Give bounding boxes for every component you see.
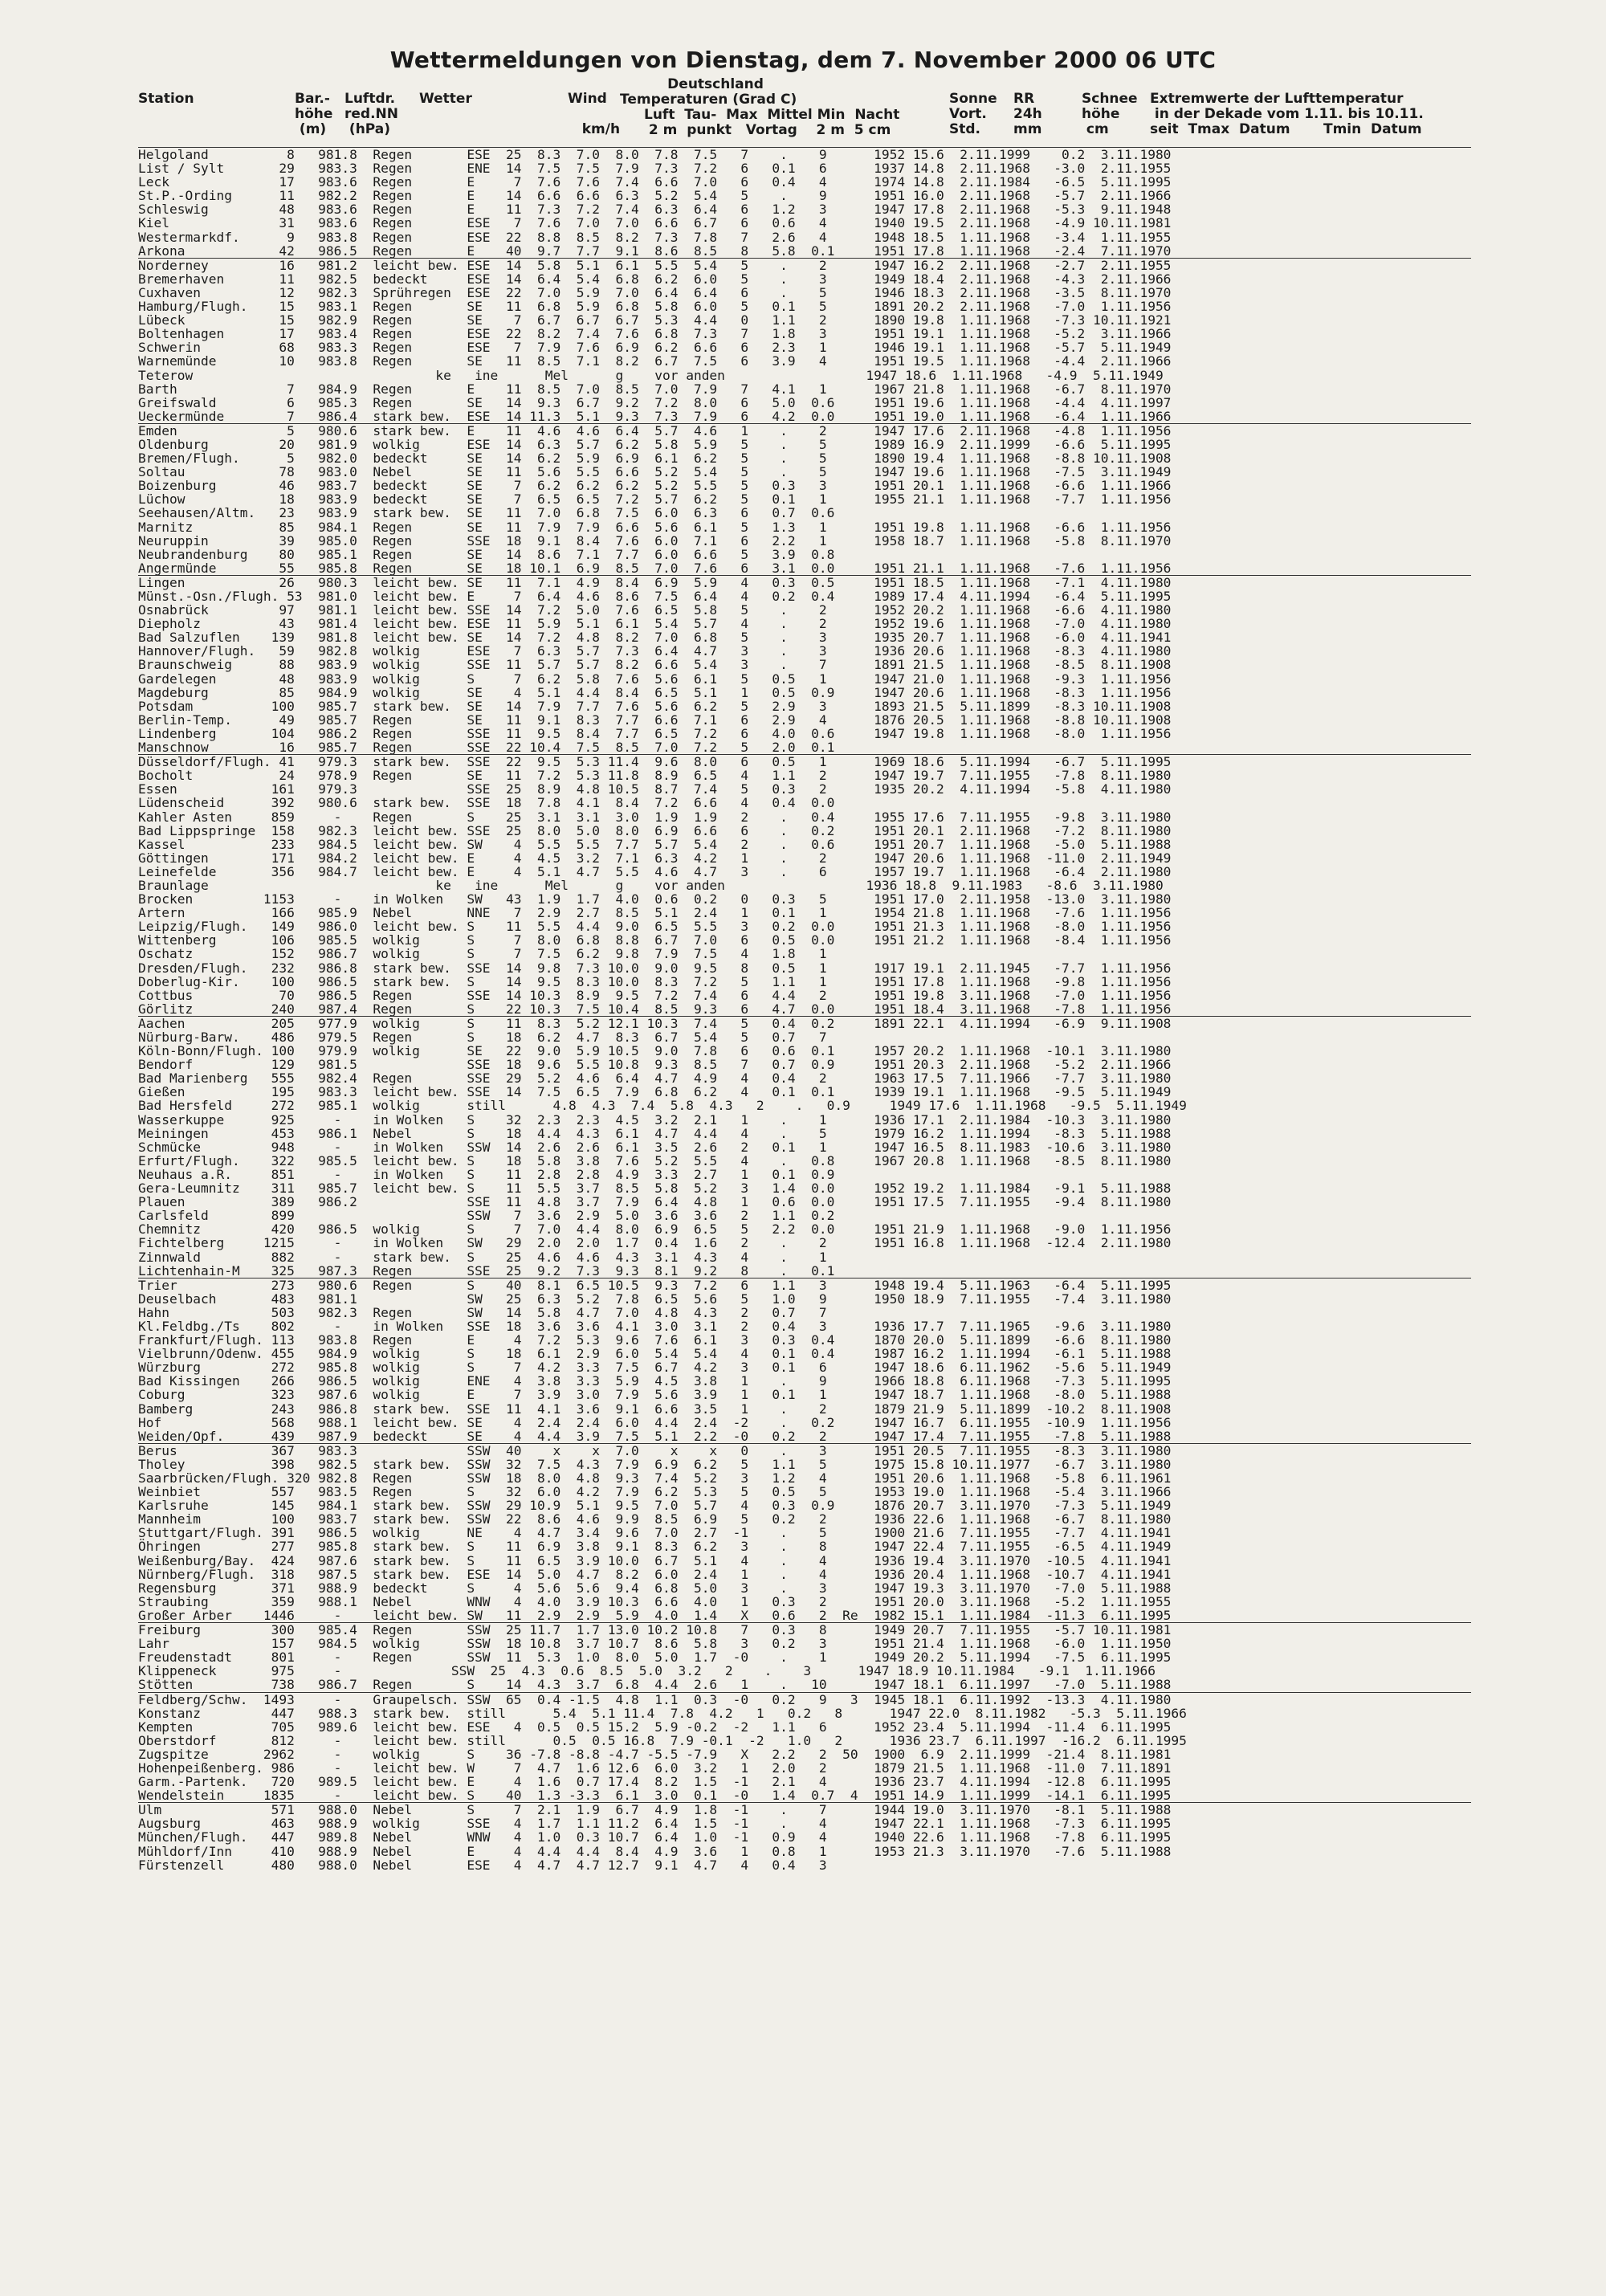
- table-row: Lüchow 18 983.9 bedeckt SE 7 6.5 6.5 7.2 5.7 6.2 5 0.1 1 1955 21.1 1.11.1968 -7.7 1.11.1956: [138, 491, 1172, 508]
- table-row: Klippeneck 975 - SSW 25 4.3 0.6 8.5 5.0 3.2 2 . 3 1947 18.9 10.11.1984 -9.1 1.11.1966: [138, 1663, 1156, 1679]
- table-row: Leck 17 983.6 Regen E 7 7.6 7.6 7.4 6.6 7.0 6 0.4 4 1974 14.8 2.11.1984 -6.5 5.11.1995: [138, 174, 1172, 190]
- table-row: Hannover/Flugh. 59 982.8 wolkig ESE 7 6.3 5.7 7.3 6.4 4.7 3 . 3 1936 20.6 1.11.1968 -8.3 4.11.1980: [138, 643, 1172, 659]
- table-row: Erfurt/Flugh. 322 985.5 leicht bew. S 18 5.8 3.8 7.6 5.2 5.5 4 . 0.8 1967 20.8 1.11.1968 -8.5 8.11.1980: [138, 1152, 1172, 1168]
- page-title: Wettermeldungen von Dienstag, dem 7. November 2000 06 UTC: [389, 47, 1217, 73]
- table-row: Essen 161 979.3 SSE 25 8.9 4.8 10.5 8.7 7.4 5 0.3 2 1935 20.2 4.11.1994 -5.8 4.11.1980: [138, 781, 1172, 797]
- table-row: Greifswald 6 985.3 Regen SE 14 9.3 6.7 9.2 7.2 8.0 6 5.0 0.6 1951 19.6 1.11.1968 -4.4 4.11.1997: [138, 394, 1172, 410]
- header-wind: Wind km/h: [568, 91, 621, 137]
- table-row: Neuruppin 39 985.0 Regen SSE 18 9.1 8.4 7.6 6.0 7.1 6 2.2 1 1958 18.7 1.11.1968 -5.8 8.11.1970: [138, 532, 1172, 549]
- table-row: Norderney 16 981.2 leicht bew. ESE 14 5.8 5.1 6.1 5.5 5.4 5 . 2 1947 16.2 2.11.1968 -2.7 2.11.1955: [138, 258, 1471, 272]
- table-row: Schleswig 48 983.6 Regen E 11 7.3 7.2 7.4 6.3 6.4 6 1.2 3 1947 17.8 2.11.1968 -5.3 9.11.1948: [138, 202, 1172, 218]
- table-row: Lübeck 15 982.9 Regen SE 7 6.7 6.7 6.7 5.3 4.4 0 1.1 2 1890 19.8 1.11.1968 -7.3 10.11.1921: [138, 312, 1172, 328]
- table-row: Göttingen 171 984.2 leicht bew. E 4 4.5 3.2 7.1 6.3 4.2 1 . 2 1947 20.6 1.11.1968 -11.0 2.11.1949: [138, 850, 1172, 866]
- table-row: Kiel 31 983.6 Regen ESE 7 7.6 7.0 7.0 6.6 6.7 6 0.6 4 1940 19.5 2.11.1968 -4.9 10.11.1981: [138, 215, 1172, 231]
- table-row: Stötten 738 986.7 Regen S 14 4.3 3.7 6.8 4.4 2.6 1 . 10 1947 18.1 6.11.1997 -7.0 5.11.1988: [138, 1677, 1172, 1693]
- table-row: Berlin-Temp. 49 985.7 Regen SE 11 9.1 8.3 7.7 6.6 7.1 6 2.9 4 1876 20.5 1.11.1968 -8.8 10.11.1908: [138, 712, 1172, 728]
- table-row: Ulm 571 988.0 Nebel S 7 2.1 1.9 6.7 4.9 1.8 -1 . 7 1944 19.0 3.11.1970 -8.1 5.11.1988: [138, 1802, 1471, 1817]
- table-row: Konstanz 447 988.3 stark bew. still 5.4 5.1 11.4 7.8 4.2 1 0.2 8 1947 22.0 8.11.1982 -5.3 5.11.1966: [138, 1705, 1187, 1721]
- header-temp-cols: Luft Tau- Max Mittel Min Nacht 2 m punkt Vortag 2 m 5 cm: [644, 107, 900, 138]
- table-row: Stuttgart/Flugh. 391 986.5 wolkig NE 4 4.7 3.4 9.6 7.0 2.7 -1 . 5 1900 21.6 7.11.1955 -7.7 4.11.1941: [138, 1525, 1172, 1541]
- table-row: Dresden/Flugh. 232 986.8 stark bew. SSE 14 9.8 7.3 10.0 9.0 9.5 8 0.5 1 1917 19.1 2.11.1945 -7.7 1.11.1956: [138, 960, 1172, 976]
- table-row: Hof 568 988.1 leicht bew. SE 4 2.4 2.4 6.0 4.4 2.4 -2 . 0.2 1947 16.7 6.11.1955 -10.9 1.11.1956: [138, 1414, 1172, 1430]
- table-row: Cuxhaven 12 982.3 Sprühregen ESE 22 7.0 5.9 7.0 6.4 6.4 6 . 5 1946 18.3 2.11.1968 -3.5 8.11.1970: [138, 284, 1172, 300]
- table-row: Nürburg-Barw. 486 979.5 Regen S 18 6.2 4.7 8.3 6.7 5.4 5 0.7 7: [138, 1030, 827, 1045]
- table-row: Regensburg 371 988.9 bedeckt S 4 5.6 5.6 9.4 6.8 5.0 3 . 3 1947 19.3 3.11.1970 -7.0 5.11.1988: [138, 1580, 1172, 1596]
- station-table: [138, 147, 1471, 1872]
- table-row: Öhringen 277 985.8 stark bew. S 11 6.9 3.8 9.1 8.3 6.2 3 . 8 1947 22.4 7.11.1955 -6.5 4.11.1949: [138, 1539, 1172, 1555]
- table-row: Tholey 398 982.5 stark bew. SSW 32 7.5 4.3 7.9 6.9 6.2 5 1.1 5 1975 15.8 10.11.1977 -6.7 3.11.1980: [138, 1456, 1172, 1472]
- table-row: Zinnwald 882 - stark bew. S 25 4.6 4.6 4.3 3.1 4.3 4 . 1: [138, 1249, 827, 1265]
- table-row: Lingen 26 980.3 leicht bew. SE 11 7.1 4.9 8.4 6.9 5.9 4 0.3 0.5 1951 18.5 1.11.1968 -7.1 4.11.1980: [138, 575, 1471, 589]
- table-row: Mannheim 100 983.7 stark bew. SSW 22 8.6 4.6 9.9 8.5 6.9 5 0.2 2 1936 22.6 1.11.1968 -6.7 8.11.1980: [138, 1511, 1172, 1527]
- table-row: Gera-Leumnitz 311 985.7 leicht bew. S 11 5.5 3.7 8.5 5.8 5.2 3 1.4 0.0 1952 19.2 1.11.1984 -9.1 5.11.1988: [138, 1181, 1172, 1197]
- table-row: Carlsfeld 899 SSW 7 3.6 2.9 5.0 3.6 3.6 2 1.1 0.2: [138, 1208, 835, 1224]
- table-row: Diepholz 43 981.4 leicht bew. ESE 11 5.9 5.1 6.1 5.4 5.7 4 . 2 1952 19.6 1.11.1968 -7.0 4.11.1980: [138, 616, 1172, 632]
- table-row: Münst.-Osn./Flugh. 53 981.0 leicht bew. E 7 6.4 4.6 8.6 7.5 6.4 4 0.2 0.4 1989 17.4 4.11.1994 -6.4 5.11.1995: [138, 589, 1172, 604]
- table-row: Coburg 323 987.6 wolkig E 7 3.9 3.0 7.9 5.6 3.9 1 0.1 1 1947 18.7 1.11.1968 -8.0 5.11.1988: [138, 1387, 1172, 1403]
- table-row: Seehausen/Altm. 23 983.9 stark bew. SE 11 7.0 6.8 7.5 6.0 6.3 6 0.7 0.6: [138, 505, 835, 521]
- header-pressure: Luftdr. red.NN (hPa): [344, 91, 398, 137]
- table-row: Köln-Bonn/Flugh. 100 979.9 wolkig SE 22 9.0 5.9 10.5 9.0 7.8 6 0.6 0.1 1957 20.2 1.11.1968 -10.1 3.11.1980: [138, 1043, 1172, 1059]
- table-row: Vielbrunn/Odenw. 455 984.9 wolkig S 18 6.1 2.9 6.0 5.4 5.4 4 0.1 0.4 1987 16.2 1.11.1994 -6.1 5.11.1988: [138, 1346, 1172, 1362]
- header-sun: Sonne Vort. Std.: [949, 91, 997, 137]
- table-row: Boizenburg 46 983.7 bedeckt SE 7 6.2 6.2 6.2 5.2 5.5 5 0.3 3 1951 20.1 1.11.1968 -6.6 1.11.1966: [138, 478, 1172, 494]
- table-row: Neuhaus a.R. 851 - in Wolken S 11 2.8 2.8 4.9 3.3 2.7 1 0.1 0.9: [138, 1166, 835, 1182]
- table-row: Meiningen 453 986.1 Nebel S 18 4.4 4.3 6.1 4.7 4.4 4 . 5 1979 16.2 1.11.1994 -8.3 5.11.1988: [138, 1125, 1172, 1141]
- table-row: Saarbrücken/Flugh. 320 982.8 Regen SSW 18 8.0 4.8 9.3 7.4 5.2 3 1.2 4 1951 20.6 1.11.1968 -5.8 6.11.1961: [138, 1470, 1172, 1486]
- table-row: Kempten 705 989.6 leicht bew. ESE 4 0.5 0.5 15.2 5.9 -0.2 -2 1.1 6 1952 23.4 5.11.1994 -11.4 6.11.1995: [138, 1719, 1172, 1735]
- table-row: Bocholt 24 978.9 Regen SE 11 7.2 5.3 11.8 8.9 6.5 4 1.1 2 1947 19.7 7.11.1955 -7.8 8.11.1980: [138, 768, 1172, 784]
- table-row: Leinefelde 356 984.7 leicht bew. E 4 5.1 4.7 5.5 4.6 4.7 3 . 6 1957 19.7 1.11.1968 -6.4 2.11.1980: [138, 863, 1172, 879]
- table-row: Chemnitz 420 986.5 wolkig S 7 7.0 4.4 8.0 6.9 6.5 5 2.2 0.0 1951 21.9 1.11.1968 -9.0 1.11.1956: [138, 1221, 1172, 1238]
- table-row: Brocken 1153 - in Wolken SW 43 1.9 1.7 4.0 0.6 0.2 0 0.3 5 1951 17.0 2.11.1958 -13.0 3.11.1980: [138, 891, 1172, 907]
- table-row: Doberlug-Kir. 100 986.5 stark bew. S 14 9.5 8.3 10.0 8.3 7.2 5 1.1 1 1951 17.8 1.11.1968 -9.8 1.11.1956: [138, 973, 1172, 989]
- header-snow: Schnee höhe cm: [1082, 91, 1138, 137]
- table-row: Schmücke 948 - in Wolken SSW 14 2.6 2.6 6.1 3.5 2.6 2 0.1 1 1947 16.5 8.11.1983 -10.6 3.11.1980: [138, 1139, 1172, 1155]
- table-row: Lahr 157 984.5 wolkig SSW 18 10.8 3.7 10.7 8.6 5.8 3 0.2 3 1951 21.4 1.11.1968 -6.0 1.11.1950: [138, 1636, 1172, 1652]
- table-row: Potsdam 100 985.7 stark bew. SE 14 7.9 7.7 7.6 5.6 6.2 5 2.9 3 1893 21.5 5.11.1899 -8.3 10.11.1908: [138, 698, 1172, 714]
- table-row: Wendelstein 1835 - leicht bew. S 40 1.3 -3.3 6.1 3.0 0.1 -0 1.4 0.7 4 1951 14.9 1.11.1999 -14.1 6.11.1995: [138, 1788, 1172, 1804]
- table-row: Freudenstadt 801 - Regen SSW 11 5.3 1.0 8.0 5.0 1.7 -0 . 1 1949 20.2 5.11.1994 -7.5 6.11.1995: [138, 1650, 1172, 1666]
- table-row: Fürstenzell 480 988.0 Nebel ESE 4 4.7 4.7 12.7 9.1 4.7 4 0.4 3: [138, 1857, 827, 1873]
- header-temps: Deutschland Temperaturen (Grad C): [620, 76, 797, 108]
- table-row: Feldberg/Schw. 1493 - Graupelsch. SSW 65 0.4 -1.5 4.8 1.1 0.3 -0 0.2 9 3 1945 18.1 6.11.1992 -13.3 4.11.1980: [138, 1692, 1471, 1707]
- table-row: Weinbiet 557 983.5 Regen S 32 6.0 4.2 7.9 6.2 5.3 5 0.5 5 1953 19.0 1.11.1968 -5.4 3.11.1966: [138, 1484, 1172, 1500]
- table-row: Bendorf 129 981.5 SSE 18 9.6 5.5 10.8 9.3 8.5 7 0.7 0.9 1951 20.3 2.11.1968 -5.2 2.11.1966: [138, 1057, 1172, 1073]
- table-row: Mühldorf/Inn 410 988.9 Nebel E 4 4.4 4.4 8.4 4.9 3.6 1 0.8 1 1953 21.3 3.11.1970 -7.6 5.11.1988: [138, 1843, 1172, 1859]
- table-row: Weißenburg/Bay. 424 987.6 stark bew. S 11 6.5 3.9 10.0 6.7 5.1 4 . 4 1936 19.4 3.11.1970 -10.5 4.11.1941: [138, 1552, 1172, 1568]
- table-row: Artern 166 985.9 Nebel NNE 7 2.9 2.7 8.5 5.1 2.4 1 0.1 1 1954 21.8 1.11.1968 -7.6 1.11.1956: [138, 905, 1172, 921]
- table-row: Westermarkdf. 9 983.8 Regen ESE 22 8.8 8.5 8.2 7.3 7.8 7 2.6 4 1948 18.5 1.11.1968 -3.4 1.11.1955: [138, 229, 1172, 245]
- table-row: Oschatz 152 986.7 wolkig S 7 7.5 6.2 9.8 7.9 7.5 4 1.8 1: [138, 946, 827, 962]
- table-row: Lichtenhain-M 325 987.3 Regen SSE 25 9.2 7.3 9.3 8.1 9.2 8 . 0.1: [138, 1262, 835, 1279]
- table-row: Straubing 359 988.1 Nebel WNW 4 4.0 3.9 10.3 6.6 4.0 1 0.3 2 1951 20.0 3.11.1968 -5.2 1.11.1955: [138, 1593, 1172, 1609]
- table-row: Weiden/Opf. 439 987.9 bedeckt SE 4 4.4 3.9 7.5 5.1 2.2 -0 0.2 2 1947 17.4 7.11.1955 -7.8 5.11.1988: [138, 1428, 1172, 1444]
- table-row: Würzburg 272 985.8 wolkig S 7 4.2 3.3 7.5 6.7 4.2 3 0.1 6 1947 18.6 6.11.1962 -5.6 5.11.1949: [138, 1360, 1172, 1376]
- table-row: Bad Kissingen 266 986.5 wolkig ENE 4 3.8 3.3 5.9 4.5 3.8 1 . 9 1966 18.8 6.11.1968 -7.3 5.11.1995: [138, 1373, 1172, 1389]
- table-row: Bremen/Flugh. 5 982.0 bedeckt SE 14 6.2 5.9 6.9 6.1 6.2 5 . 5 1890 19.4 1.11.1968 -8.8 10.11.1908: [138, 451, 1172, 467]
- table-row: List / Sylt 29 983.3 Regen ENE 14 7.5 7.5 7.9 7.3 7.2 6 0.1 6 1937 14.8 2.11.1968 -3.0 2.11.1955: [138, 161, 1172, 177]
- table-row: Marnitz 85 984.1 Regen SE 11 7.9 7.9 6.6 5.6 6.1 5 1.3 1 1951 19.8 1.11.1968 -6.6 1.11.1956: [138, 519, 1172, 535]
- table-row: Wasserkuppe 925 - in Wolken S 32 2.3 2.3 4.5 3.2 2.1 1 . 1 1936 17.1 2.11.1984 -10.3 3.11.1980: [138, 1111, 1172, 1128]
- table-row: Hamburg/Flugh. 15 983.1 Regen SE 11 6.8 5.9 6.8 5.8 6.0 5 0.1 5 1891 20.2 2.11.1968 -7.0 1.11.1956: [138, 299, 1172, 315]
- table-row: München/Flugh. 447 989.8 Nebel WNW 4 1.0 0.3 10.7 6.4 1.0 -1 0.9 4 1940 22.6 1.11.1968 -7.8 6.11.1995: [138, 1829, 1172, 1845]
- table-row: Boltenhagen 17 983.4 Regen ESE 22 8.2 7.4 7.6 6.8 7.3 7 1.8 3 1951 19.1 1.11.1968 -5.2 3.11.1966: [138, 326, 1172, 342]
- table-row: Gießen 195 983.3 leicht bew. SSE 14 7.5 6.5 7.9 6.8 6.2 4 0.1 0.1 1939 19.1 1.11.1968 -9.5 5.11.1949: [138, 1084, 1172, 1100]
- table-row: Magdeburg 85 984.9 wolkig SE 4 5.1 4.4 8.4 6.5 5.1 1 0.5 0.9 1947 20.6 1.11.1968 -8.3 1.11.1956: [138, 684, 1172, 700]
- table-row: Bamberg 243 986.8 stark bew. SSE 11 4.1 3.6 9.1 6.6 3.5 1 . 2 1879 21.9 5.11.1899 -10.2 8.11.1908: [138, 1401, 1172, 1417]
- table-row: Zugspitze 2962 - wolkig S 36 -7.8 -8.8 -4.7 -5.5 -7.9 X 2.2 2 50 1900 6.9 2.11.1999 -21.4 8.11.1981: [138, 1746, 1172, 1762]
- table-row: Wittenberg 106 985.5 wolkig S 7 8.0 6.8 8.8 6.7 7.0 6 0.5 0.0 1951 21.2 1.11.1968 -8.4 1.11.1956: [138, 932, 1172, 948]
- table-row: Neubrandenburg 80 985.1 Regen SE 14 8.6 7.1 7.7 6.0 6.6 5 3.9 0.8: [138, 546, 835, 562]
- table-row: Angermünde 55 985.8 Regen SE 18 10.1 6.9 8.5 7.0 7.6 6 3.1 0.0 1951 21.1 1.11.1968 -7.6 1.11.1956: [138, 560, 1172, 576]
- table-row: Soltau 78 983.0 Nebel SE 11 5.6 5.5 6.6 5.2 5.4 5 . 5 1947 19.6 1.11.1968 -7.5 3.11.1949: [138, 464, 1172, 480]
- table-row: Freiburg 300 985.4 Regen SSW 25 11.7 1.7 13.0 10.2 10.8 7 0.3 8 1949 20.7 7.11.1955 -5.7 10.11.1981: [138, 1622, 1471, 1637]
- table-row: St.P.-Ording 11 982.2 Regen E 14 6.6 6.6 6.3 5.2 5.4 5 . 9 1951 16.0 2.11.1968 -5.7 2.11.1966: [138, 188, 1172, 204]
- table-row: Lindenberg 104 986.2 Regen SSE 11 9.5 8.4 7.7 6.5 7.2 6 4.0 0.6 1947 19.8 1.11.1968 -8.0 1.11.1956: [138, 725, 1172, 741]
- table-row: Augsburg 463 988.9 wolkig SSE 4 1.7 1.1 11.2 6.4 1.5 -1 . 4 1947 22.1 1.11.1968 -7.3 6.11.1995: [138, 1816, 1172, 1832]
- table-row: Braunlage ke ine Mel g vor anden 1936 18.8 9.11.1983 -8.6 3.11.1980: [138, 877, 1164, 893]
- table-row: Kl.Feldbg./Ts 802 - in Wolken SSE 18 3.6 3.6 4.1 3.0 3.1 2 0.4 3 1936 17.7 7.11.1965 -9.6 3.11.1980: [138, 1318, 1172, 1334]
- table-row: Großer Arber 1446 - leicht bew. SW 11 2.9 2.9 5.9 4.0 1.4 X 0.6 2 Re 1982 15.1 1.11.1984 -11.3 6.11.1995: [138, 1607, 1172, 1623]
- table-row: Garm.-Partenk. 720 989.5 leicht bew. E 4 1.6 0.7 17.4 8.2 1.5 -1 2.1 4 1936 23.7 4.11.1994 -12.8 6.11.1995: [138, 1774, 1172, 1790]
- table-row: Helgoland 8 981.8 Regen ESE 25 8.3 7.0 8.0 7.8 7.5 7 . 9 1952 15.6 2.11.1999 0.2 3.11.1980: [138, 147, 1471, 161]
- table-row: Oldenburg 20 981.9 wolkig ESE 14 6.3 5.7 6.2 5.8 5.9 5 . 5 1989 16.9 2.11.1999 -6.6 5.11.1995: [138, 436, 1172, 452]
- table-row: Schwerin 68 983.3 Regen ESE 7 7.9 7.6 6.9 6.2 6.6 6 2.3 1 1946 19.1 1.11.1968 -5.7 5.11.1949: [138, 340, 1172, 356]
- table-row: Nürnberg/Flugh. 318 987.5 stark bew. ESE 14 5.0 4.7 8.2 6.0 2.4 1 . 4 1936 20.4 1.11.1968 -10.7 4.11.1941: [138, 1566, 1172, 1582]
- header-height: Bar.- höhe (m): [295, 91, 333, 137]
- table-row: Gardelegen 48 983.9 wolkig S 7 6.2 5.8 7.6 5.6 6.1 5 0.5 1 1947 21.0 1.11.1968 -9.3 1.11.1956: [138, 671, 1172, 687]
- table-row: Fichtelberg 1215 - in Wolken SW 29 2.0 2.0 1.7 0.4 1.6 2 . 2 1951 16.8 1.11.1968 -12.4 2.11.1980: [138, 1235, 1172, 1251]
- table-row: Manschnow 16 985.7 Regen SSE 22 10.4 7.5 8.5 7.0 7.2 5 2.0 0.1: [138, 740, 835, 756]
- table-row: Görlitz 240 987.4 Regen S 22 10.3 7.5 10.4 8.5 9.3 6 4.7 0.0 1951 18.4 3.11.1968 -7.8 1.11.1956: [138, 1001, 1172, 1017]
- table-row: Arkona 42 986.5 Regen E 40 9.7 7.7 9.1 8.6 8.5 8 5.8 0.1 1951 17.8 1.11.1968 -2.4 7.11.1970: [138, 243, 1172, 259]
- table-row: Plauen 389 986.2 SSE 11 4.8 3.7 7.9 6.4 4.8 1 0.6 0.0 1951 17.5 7.11.1955 -9.4 8.11.1980: [138, 1194, 1172, 1210]
- table-row: Ueckermünde 7 986.4 stark bew. ESE 14 11.3 5.1 9.3 7.3 7.9 6 4.2 0.0 1951 19.0 1.11.1968 -6.4 1.11.1966: [138, 408, 1172, 424]
- table-row: Hohenpeißenberg. 986 - leicht bew. W 7 4.7 1.6 12.6 6.0 3.2 1 2.0 2 1879 21.5 1.11.1968 -11.0 7.11.1891: [138, 1760, 1172, 1776]
- table-row: Braunschweig 88 983.9 wolkig SSE 11 5.7 5.7 8.2 6.6 5.4 3 . 7 1891 21.5 1.11.1968 -8.5 8.11.1908: [138, 657, 1172, 673]
- table-row: Osnabrück 97 981.1 leicht bew. SSE 14 7.2 5.0 7.6 6.5 5.8 5 . 2 1952 20.2 1.11.1968 -6.6 4.11.1980: [138, 602, 1172, 618]
- header-extremes: Extremwerte der Lufttemperatur in der Dekade vom 1.11. bis 10.11. seit Tmax Datum Tmin Datum: [1150, 91, 1424, 137]
- table-row: Bad Hersfeld 272 985.1 wolkig still 4.8 4.3 7.4 5.8 4.3 2 . 0.9 1949 17.6 1.11.1968 -9.5 5.11.1949: [138, 1098, 1187, 1114]
- header-weather: Wetter: [419, 91, 472, 107]
- table-row: Bremerhaven 11 982.5 bedeckt ESE 14 6.4 5.4 6.8 6.2 6.0 5 . 3 1949 18.4 2.11.1968 -4.3 2.11.1966: [138, 271, 1172, 287]
- header-station: Station: [138, 91, 194, 107]
- table-row: Teterow ke ine Mel g vor anden 1947 18.6 1.11.1968 -4.9 5.11.1949: [138, 367, 1164, 383]
- table-row: Aachen 205 977.9 wolkig S 11 8.3 5.2 12.1 10.3 7.4 5 0.4 0.2 1891 22.1 4.11.1994 -6.9 9.11.1908: [138, 1016, 1471, 1030]
- table-row: Hahn 503 982.3 Regen SW 14 5.8 4.7 7.0 4.8 4.3 2 0.7 7: [138, 1304, 827, 1320]
- table-row: Berus 367 983.3 SSW 40 x x 7.0 x x 0 . 3 1951 20.5 7.11.1955 -8.3 3.11.1980: [138, 1443, 1471, 1458]
- table-row: Emden 5 980.6 stark bew. E 11 4.6 4.6 6.4 5.7 4.6 1 . 2 1947 17.6 2.11.1968 -4.8 1.11.1956: [138, 423, 1471, 438]
- table-row: Kassel 233 984.5 leicht bew. SW 4 5.5 5.5 7.7 5.7 5.4 2 . 0.6 1951 20.7 1.11.1968 -5.0 5.11.1988: [138, 836, 1172, 852]
- table-row: Barth 7 984.9 Regen E 11 8.5 7.0 8.5 7.0 7.9 7 4.1 1 1967 21.8 1.11.1968 -6.7 8.11.1970: [138, 381, 1172, 397]
- table-row: Oberstdorf 812 - leicht bew. still 0.5 0.5 16.8 7.9 -0.1 -2 1.0 2 1936 23.7 6.11.1997 -16.2 6.11.1995: [138, 1732, 1187, 1748]
- table-row: Kahler Asten 859 - Regen S 25 3.1 3.1 3.0 1.9 1.9 2 . 0.4 1955 17.6 7.11.1955 -9.8 3.11.1980: [138, 809, 1172, 825]
- table-row: Bad Lippspringe 158 982.3 leicht bew. SSE 25 8.0 5.0 8.0 6.9 6.6 6 . 0.2 1951 20.1 2.11.1968 -7.2 8.11.1980: [138, 822, 1172, 838]
- table-row: Deuselbach 483 981.1 SW 25 6.3 5.2 7.8 6.5 5.6 5 1.0 9 1950 18.9 7.11.1955 -7.4 3.11.1980: [138, 1291, 1172, 1307]
- table-row: Lüdenscheid 392 980.6 stark bew. SSE 18 7.8 4.1 8.4 7.2 6.6 4 0.4 0.0: [138, 795, 835, 811]
- table-row: Düsseldorf/Flugh. 41 979.3 stark bew. SSE 22 9.5 5.3 11.4 9.6 8.0 6 0.5 1 1969 18.6 5.11.1994 -6.7 5.11.1995: [138, 754, 1471, 769]
- table-row: Bad Marienberg 555 982.4 Regen SSE 29 5.2 4.6 6.4 4.7 4.9 4 0.4 2 1963 17.5 7.11.1966 -7.7 3.11.1980: [138, 1071, 1172, 1087]
- table-row: Frankfurt/Flugh. 113 983.8 Regen E 4 7.2 5.3 9.6 7.6 6.1 3 0.3 0.4 1870 20.0 5.11.1899 -6.6 8.11.1980: [138, 1332, 1172, 1348]
- table-row: Karlsruhe 145 984.1 stark bew. SSW 29 10.9 5.1 9.5 7.0 5.7 4 0.3 0.9 1876 20.7 3.11.1970 -7.3 5.11.1949: [138, 1498, 1172, 1514]
- table-header: [138, 74, 1471, 146]
- table-row: Trier 273 980.6 Regen S 40 8.1 6.5 10.5 9.3 7.2 6 1.1 3 1948 19.4 5.11.1963 -6.4 5.11.1995: [138, 1278, 1471, 1292]
- table-row: Cottbus 70 986.5 Regen SSE 14 10.3 8.9 9.5 7.2 7.4 6 4.4 2 1951 19.8 3.11.1968 -7.0 1.11.1956: [138, 987, 1172, 1003]
- header-rain: RR 24h mm: [1013, 91, 1042, 137]
- table-row: Leipzig/Flugh. 149 986.0 leicht bew. S 11 5.5 4.4 9.0 6.5 5.5 3 0.2 0.0 1951 21.3 1.11.1968 -8.0 1.11.1956: [138, 919, 1172, 935]
- table-row: Bad Salzuflen 139 981.8 leicht bew. SE 14 7.2 4.8 8.2 7.0 6.8 5 . 3 1935 20.7 1.11.1968 -6.0 4.11.1941: [138, 630, 1172, 646]
- table-row: Warnemünde 10 983.8 Regen SE 11 8.5 7.1 8.2 6.7 7.5 6 3.9 4 1951 19.5 1.11.1968 -4.4 2.11.1966: [138, 353, 1172, 369]
